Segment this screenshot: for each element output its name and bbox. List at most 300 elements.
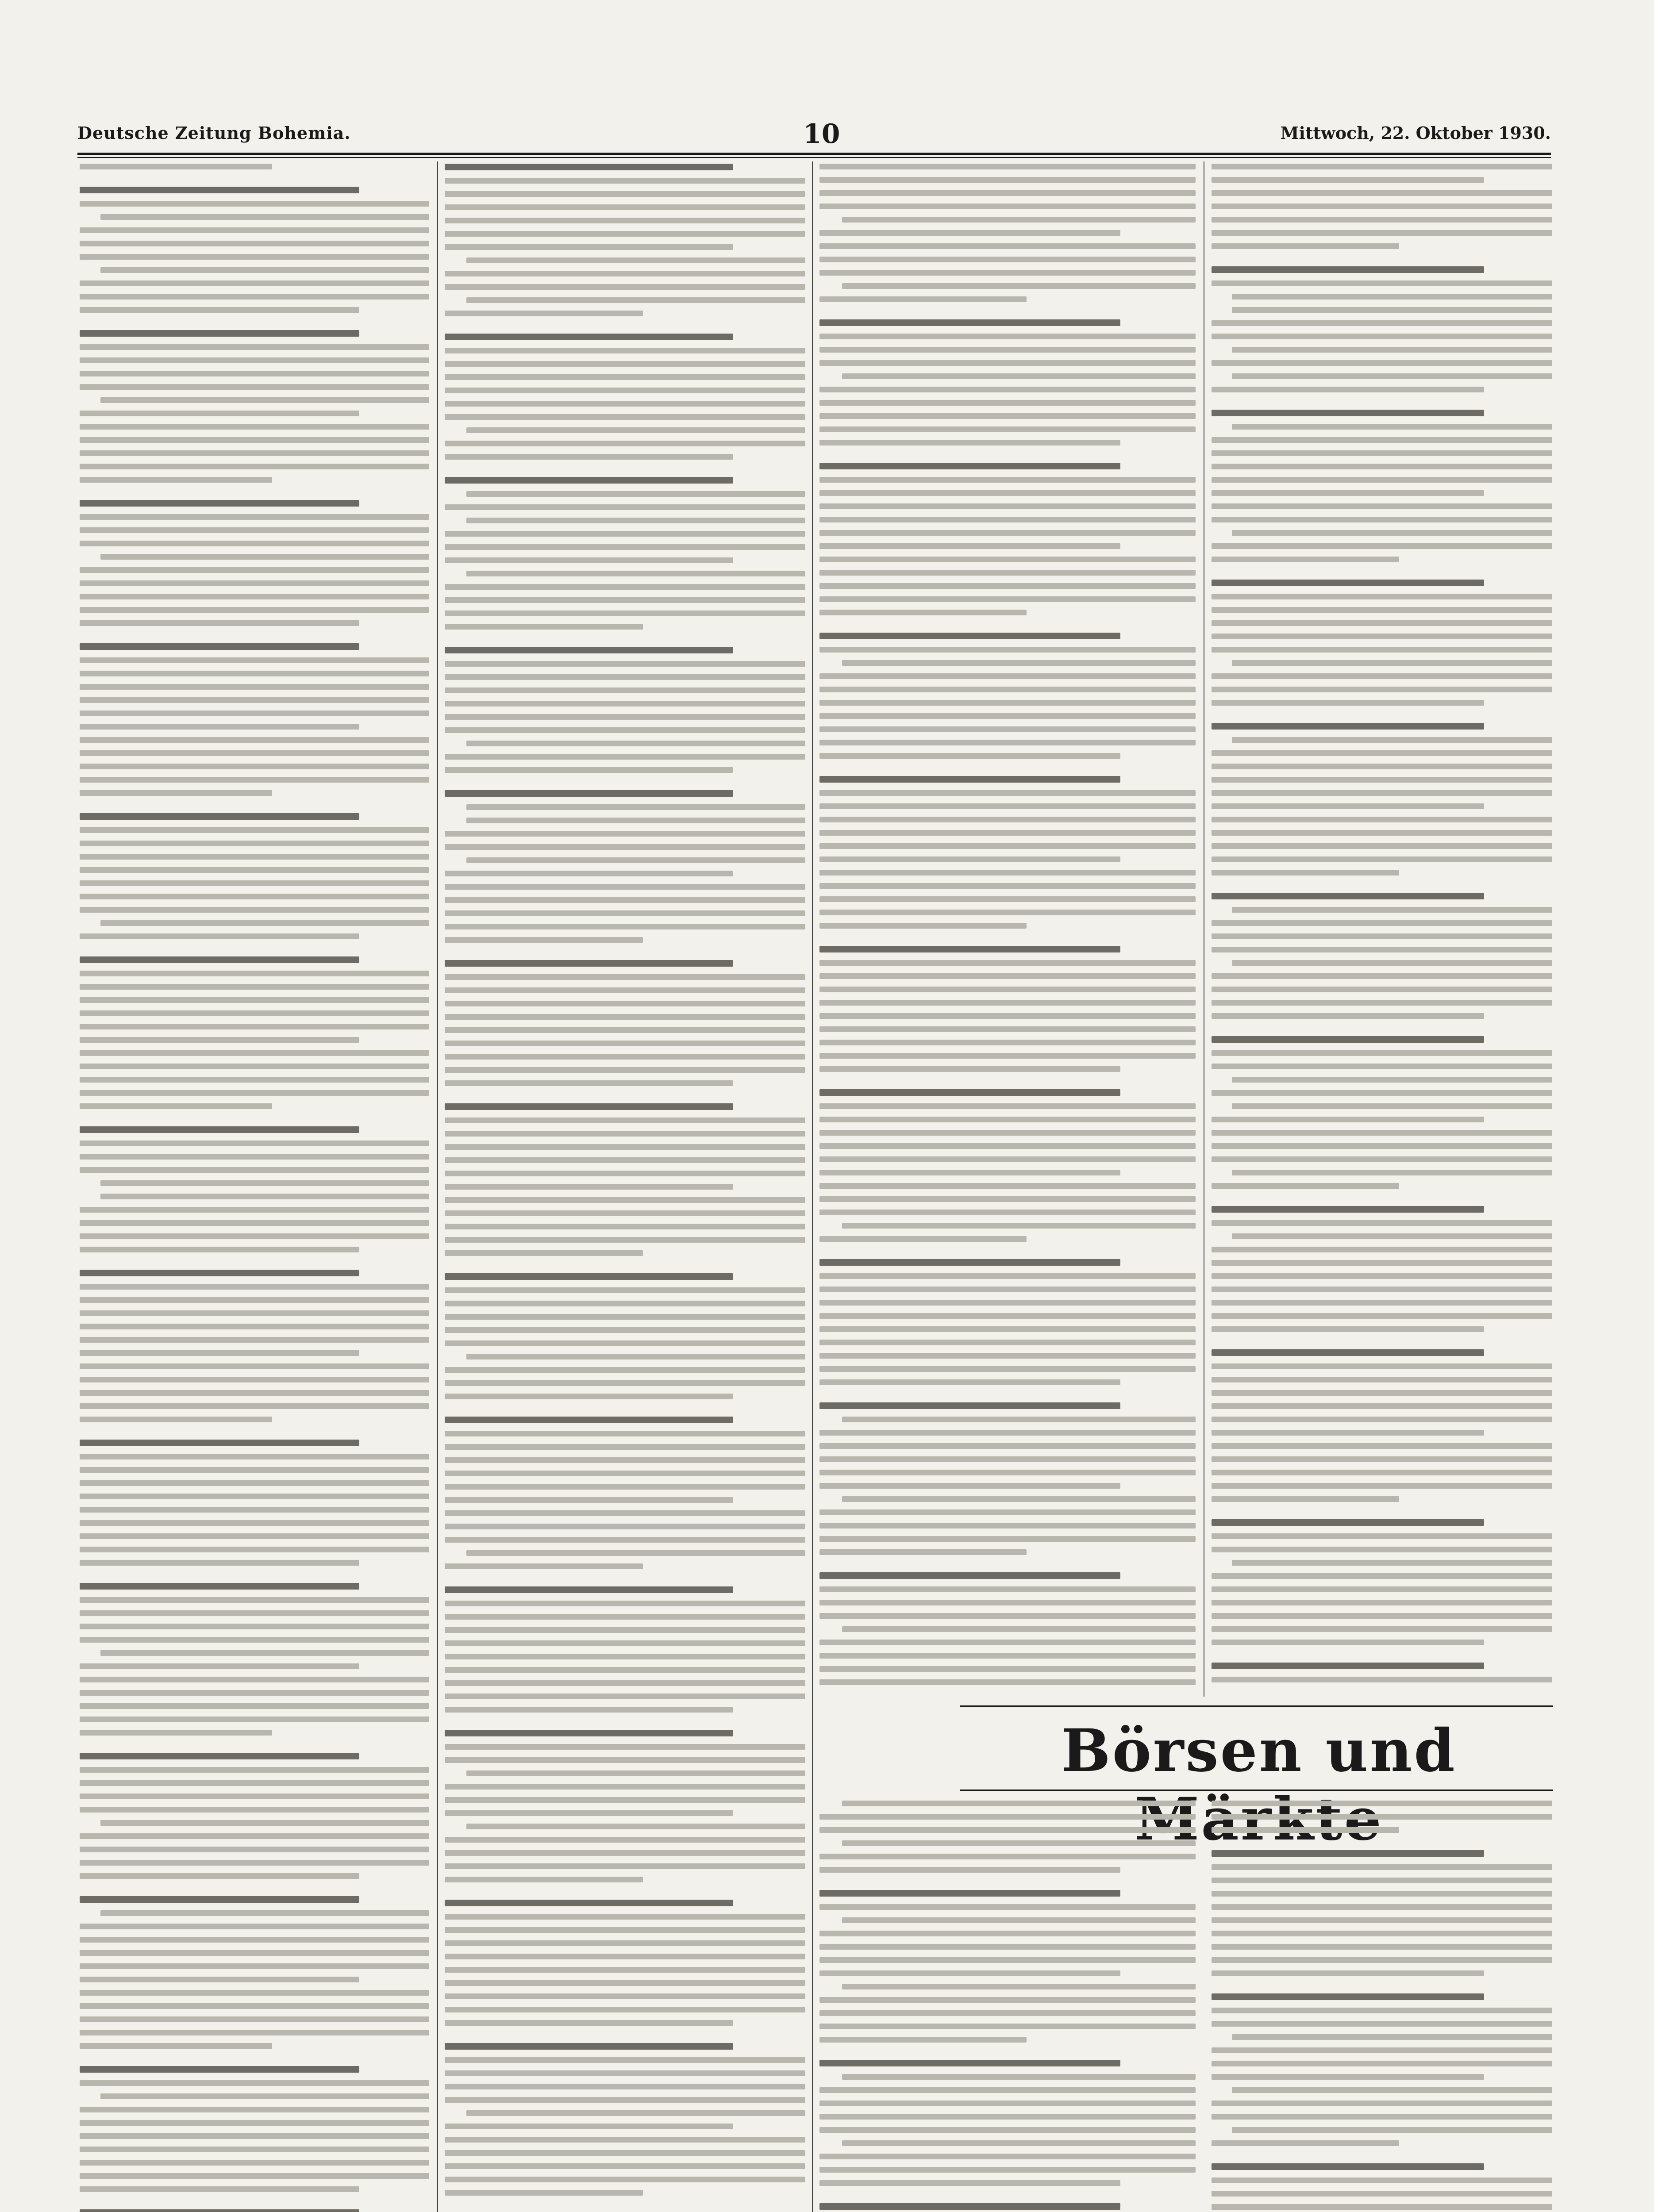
text-line	[466, 2110, 805, 2116]
article-headline-line	[819, 946, 1120, 952]
text-line	[466, 741, 805, 746]
text-line	[1212, 230, 1552, 236]
text-line	[80, 2107, 429, 2112]
text-line	[80, 1467, 429, 1473]
article-headline-line	[80, 1896, 359, 1903]
text-line	[1212, 320, 1552, 326]
text-line	[1212, 973, 1552, 979]
text-line	[1212, 750, 1552, 756]
paragraph-gap	[819, 1079, 1196, 1089]
text-line	[1212, 190, 1552, 196]
text-line	[80, 1780, 429, 1786]
text-line	[445, 1118, 805, 1123]
article-headline-line	[819, 633, 1120, 639]
text-line	[1232, 347, 1552, 353]
text-line	[80, 1924, 429, 1929]
text-line	[445, 1640, 805, 1646]
text-line	[445, 204, 805, 210]
paragraph-gap	[80, 1886, 429, 1896]
text-line	[1212, 1013, 1484, 1019]
paragraph-gap	[80, 803, 429, 813]
text-line	[819, 2024, 1196, 2029]
text-line	[445, 191, 805, 197]
text-line	[819, 1443, 1196, 1449]
text-line	[445, 661, 805, 667]
text-line	[445, 2084, 805, 2089]
paragraph-gap	[80, 1117, 429, 1126]
text-line	[80, 1833, 429, 1839]
text-line	[819, 1366, 1196, 1372]
text-line	[1212, 843, 1552, 849]
text-line	[80, 1507, 429, 1513]
text-line	[445, 1980, 805, 1986]
text-line	[80, 907, 429, 913]
text-line	[445, 844, 805, 850]
text-line	[80, 541, 429, 546]
header-rule-thin	[77, 157, 1551, 158]
text-line	[80, 307, 359, 313]
text-line	[842, 1840, 1196, 1846]
text-line	[819, 1196, 1196, 1202]
text-line	[80, 1847, 429, 1852]
text-line	[1212, 1050, 1552, 1056]
text-line	[80, 1207, 429, 1213]
text-line	[819, 700, 1196, 706]
text-line	[80, 1860, 429, 1866]
text-line	[445, 687, 805, 693]
paragraph-gap	[80, 1260, 429, 1270]
text-line	[1212, 1417, 1552, 1422]
text-line	[445, 1171, 805, 1176]
text-line	[80, 280, 429, 286]
text-line	[819, 1117, 1196, 1122]
text-line	[445, 2177, 805, 2182]
text-line	[819, 440, 1120, 445]
text-line	[1212, 217, 1552, 223]
article-headline-line	[1212, 410, 1484, 416]
article-headline-line	[80, 330, 359, 337]
text-line	[1212, 360, 1552, 366]
text-line	[819, 830, 1196, 836]
page-header	[77, 119, 1551, 152]
text-line	[1212, 1456, 1552, 1462]
text-line	[445, 271, 805, 276]
text-line	[1212, 2061, 1552, 2066]
text-line	[445, 987, 805, 993]
text-line	[819, 1944, 1196, 1950]
text-line	[80, 971, 429, 976]
text-line	[80, 527, 429, 533]
text-line	[819, 1340, 1196, 1345]
paragraph-gap	[80, 2200, 429, 2209]
text-line	[1232, 1560, 1552, 1566]
text-line	[819, 870, 1196, 876]
paragraph-gap	[445, 324, 805, 334]
text-line	[80, 1403, 429, 1409]
text-line	[819, 973, 1196, 979]
text-line	[819, 543, 1120, 549]
text-line	[445, 1680, 805, 1686]
text-line	[1212, 243, 1399, 249]
paragraph-gap	[80, 320, 429, 330]
text-line	[80, 933, 359, 939]
text-line	[1212, 620, 1552, 626]
text-line	[819, 790, 1196, 796]
issue-date: Mittwoch, 22. Oktober 1930.	[1280, 123, 1551, 143]
paragraph-gap	[80, 2056, 429, 2066]
section-rule-top	[960, 1705, 1553, 1707]
text-line	[445, 1301, 805, 1306]
text-line	[819, 1827, 1196, 1833]
text-line	[819, 1013, 1196, 1019]
article-headline-line	[1212, 1663, 1484, 1669]
text-line	[80, 1703, 429, 1709]
text-line	[842, 1496, 1196, 1502]
text-line	[819, 1040, 1196, 1045]
text-line	[80, 1141, 429, 1146]
text-line	[1212, 477, 1552, 483]
article-headline-line	[80, 956, 359, 963]
text-line	[445, 1757, 805, 1763]
text-line	[445, 937, 643, 943]
article-headline-line	[445, 334, 733, 340]
text-line	[100, 554, 429, 560]
article-headline-line	[819, 319, 1120, 326]
text-line	[1212, 2140, 1399, 2146]
text-line	[80, 164, 272, 169]
text-line	[1232, 373, 1552, 379]
text-line	[1212, 1533, 1552, 1539]
text-line	[1212, 1090, 1552, 1096]
section-rule-bottom	[960, 1790, 1553, 1791]
text-line	[1232, 1103, 1552, 1109]
text-line	[1212, 1613, 1552, 1619]
text-line	[80, 657, 429, 663]
text-line	[445, 1784, 805, 1790]
text-line	[819, 1430, 1196, 1436]
paragraph-gap	[445, 1720, 805, 1730]
text-line	[445, 2070, 805, 2076]
text-line	[1212, 1247, 1552, 1252]
text-line	[819, 1273, 1196, 1279]
text-line	[1212, 164, 1552, 169]
text-line	[80, 1390, 429, 1396]
text-line	[819, 1867, 1120, 1873]
text-line	[819, 1000, 1196, 1006]
text-line	[819, 1509, 1196, 1515]
text-line	[445, 1001, 805, 1006]
paragraph-gap	[1212, 2154, 1552, 2163]
text-line	[80, 777, 429, 783]
text-line	[445, 1131, 805, 1137]
text-line	[100, 2093, 429, 2099]
text-line	[445, 714, 805, 720]
paragraph-gap	[1212, 1984, 1552, 1993]
text-line	[466, 857, 805, 863]
text-line	[80, 1297, 429, 1303]
article-headline-line	[80, 1440, 359, 1446]
text-line	[1212, 1313, 1552, 1319]
text-line	[1212, 334, 1552, 339]
text-line	[1212, 2074, 1484, 2080]
text-line	[80, 2160, 429, 2166]
text-line	[445, 1797, 805, 1803]
text-line	[445, 284, 805, 290]
text-line	[842, 660, 1196, 666]
text-line	[80, 894, 429, 899]
text-line	[1212, 1827, 1399, 1833]
text-line	[819, 490, 1196, 496]
text-line	[80, 1103, 272, 1109]
text-line	[80, 450, 429, 456]
text-line	[445, 871, 733, 876]
text-line	[1212, 1130, 1552, 1136]
text-line	[80, 1337, 429, 1343]
text-line	[100, 920, 429, 926]
text-line	[1212, 2101, 1552, 2106]
text-line	[80, 464, 429, 469]
text-line	[819, 1549, 1027, 1555]
text-line	[1212, 1917, 1552, 1923]
text-line	[445, 584, 805, 590]
article-headline-line	[819, 2203, 1120, 2210]
text-line	[445, 1940, 805, 1946]
text-line	[1212, 1286, 1552, 1292]
paragraph-gap	[819, 2193, 1196, 2203]
text-line	[445, 1863, 805, 1869]
text-line	[445, 1967, 805, 1973]
article-headline-line	[1212, 1850, 1484, 1857]
text-line	[445, 1014, 805, 1020]
text-line	[445, 1224, 805, 1229]
paragraph-gap	[445, 2033, 805, 2043]
text-line	[1212, 1470, 1552, 1475]
text-line	[445, 884, 805, 890]
text-line	[1212, 387, 1484, 392]
text-line	[80, 1310, 429, 1316]
article-headline-line	[80, 813, 359, 820]
text-line	[819, 2127, 1196, 2133]
article-headline-line	[80, 1270, 359, 1276]
text-line	[1212, 594, 1552, 599]
text-line	[445, 1184, 733, 1190]
text-line	[1232, 907, 1552, 913]
text-line	[1212, 557, 1399, 562]
text-line	[80, 514, 429, 520]
text-line	[819, 426, 1196, 432]
text-line	[1232, 2127, 1552, 2133]
text-line	[466, 257, 805, 263]
article-headline-line	[445, 477, 733, 484]
text-line	[1212, 1273, 1552, 1279]
paragraph-gap	[80, 1743, 429, 1753]
text-line	[445, 597, 805, 603]
text-line	[819, 1653, 1196, 1659]
text-line	[80, 1990, 429, 1996]
text-line	[1212, 1891, 1552, 1897]
text-line	[819, 1156, 1196, 1162]
text-line	[80, 1730, 272, 1736]
text-line	[445, 348, 805, 353]
text-line	[819, 2101, 1196, 2106]
text-line	[80, 1220, 429, 1226]
text-line	[1232, 1077, 1552, 1083]
text-line	[819, 177, 1196, 183]
text-line	[445, 244, 733, 250]
text-line	[80, 2043, 272, 2049]
text-column-3	[819, 164, 1196, 1699]
text-line	[80, 984, 429, 990]
paragraph-gap	[819, 1563, 1196, 1572]
text-line	[445, 1041, 805, 1046]
text-line	[445, 1614, 805, 1620]
text-line	[819, 1957, 1196, 1963]
text-line	[819, 726, 1196, 732]
text-line	[819, 2087, 1196, 2093]
text-line	[842, 373, 1196, 379]
text-line	[445, 1837, 805, 1843]
text-line	[80, 371, 429, 376]
text-line	[1212, 803, 1484, 809]
text-line	[819, 910, 1196, 915]
text-line	[466, 491, 805, 497]
paragraph-gap	[80, 177, 429, 187]
text-line	[819, 1053, 1196, 1059]
text-line	[445, 1927, 805, 1933]
article-headline-line	[445, 2043, 733, 2050]
text-line	[1212, 1878, 1552, 1883]
paragraph-gap	[445, 2203, 805, 2212]
text-line	[819, 347, 1196, 353]
text-line	[80, 1247, 359, 1252]
text-line	[1212, 204, 1552, 209]
text-line	[819, 477, 1196, 483]
text-line	[445, 1197, 805, 1203]
text-line	[819, 1600, 1196, 1605]
article-headline-line	[80, 1126, 359, 1133]
text-line	[819, 1970, 1120, 1976]
text-line	[819, 987, 1196, 992]
text-line	[819, 243, 1196, 249]
text-line	[80, 697, 429, 703]
text-line	[819, 517, 1196, 522]
paragraph-gap	[445, 780, 805, 790]
text-line	[80, 2147, 429, 2152]
text-line	[80, 424, 429, 430]
article-headline-line	[80, 2209, 359, 2212]
article-headline-line	[819, 1089, 1120, 1096]
text-line	[819, 960, 1196, 966]
text-line	[445, 1367, 805, 1373]
article-headline-line	[1212, 1036, 1484, 1043]
text-line	[819, 647, 1196, 653]
text-line	[445, 974, 805, 980]
text-line	[1212, 517, 1552, 522]
text-line	[1212, 1377, 1552, 1382]
text-line	[445, 1327, 805, 1333]
text-line	[445, 531, 805, 537]
text-line	[445, 361, 805, 367]
text-line	[445, 454, 733, 460]
text-line	[80, 2186, 359, 2192]
text-line	[819, 1997, 1196, 2003]
text-line	[1232, 1170, 1552, 1175]
text-line	[80, 1793, 429, 1799]
text-line	[80, 1167, 429, 1173]
text-line	[80, 1597, 429, 1603]
text-line	[842, 1223, 1196, 1229]
text-line	[819, 687, 1196, 692]
article-headline-line	[445, 1900, 733, 1906]
paragraph-gap	[819, 623, 1196, 633]
paragraph-gap	[1212, 713, 1552, 723]
text-line	[80, 411, 359, 416]
text-line	[80, 1547, 429, 1552]
text-line	[819, 1300, 1196, 1306]
text-line	[100, 267, 429, 273]
text-line	[819, 1130, 1196, 1136]
text-line	[819, 1640, 1196, 1645]
paragraph-gap	[819, 310, 1196, 319]
paragraph-gap	[819, 453, 1196, 463]
article-headline-line	[819, 463, 1120, 469]
text-line	[445, 1993, 805, 1999]
text-line	[445, 1707, 733, 1713]
text-line	[1212, 1443, 1552, 1449]
text-line	[80, 1533, 429, 1539]
text-line	[1212, 607, 1552, 613]
text-line	[445, 2137, 805, 2143]
text-line	[1212, 1064, 1552, 1069]
text-line	[819, 2180, 1120, 2186]
text-line	[80, 1560, 359, 1566]
text-line	[80, 201, 429, 207]
text-line	[1212, 1640, 1484, 1645]
text-line	[819, 740, 1196, 745]
article-headline-line	[1212, 1519, 1484, 1526]
text-line	[445, 1067, 805, 1073]
text-line	[1212, 450, 1552, 456]
paragraph-gap	[819, 2050, 1196, 2060]
text-line	[842, 1801, 1196, 1806]
column-divider	[812, 161, 813, 2212]
text-line	[819, 856, 1120, 862]
text-line	[80, 867, 429, 873]
text-line	[80, 1637, 429, 1643]
text-line	[80, 2003, 429, 2009]
text-line	[80, 1717, 429, 1722]
text-line	[80, 724, 359, 730]
text-line	[819, 1814, 1196, 1820]
text-line	[445, 374, 805, 380]
text-line	[1212, 1547, 1552, 1552]
text-line	[445, 1394, 733, 1399]
text-line	[80, 1950, 429, 1956]
text-line	[819, 2114, 1196, 2120]
text-line	[466, 1354, 805, 1359]
text-line	[819, 1536, 1196, 1542]
text-line	[100, 397, 429, 403]
text-line	[445, 2007, 805, 2012]
text-line	[1212, 2047, 1552, 2053]
text-column-4	[1212, 164, 1552, 1699]
text-line	[819, 190, 1196, 196]
text-line	[80, 1963, 429, 1969]
text-line	[819, 1170, 1120, 1175]
text-line	[445, 1810, 733, 1816]
text-line	[1232, 530, 1552, 536]
text-line	[445, 2163, 805, 2169]
